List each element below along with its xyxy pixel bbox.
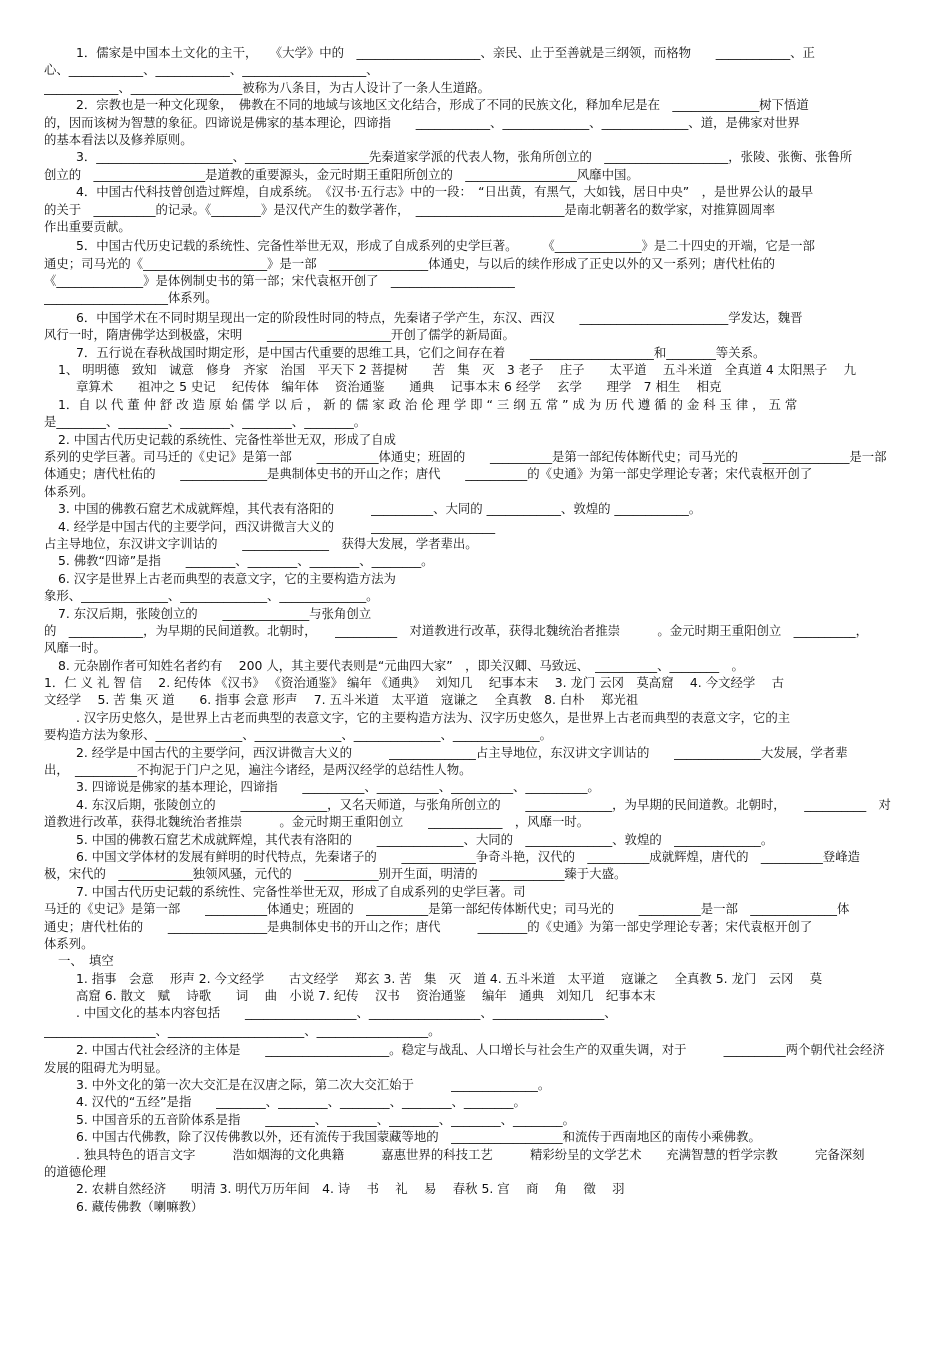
text-line: 6. 藏传佛教（喇嘛教） (76, 1198, 204, 1214)
text-line: 一、 填空 (58, 953, 114, 969)
text-line: 的 ____________，为早期的民间道教。北朝时， __________ 对道教进行改革，获得北魏统治者推崇 。金元时期王重阳创立 __________， (44, 622, 868, 638)
text-line: 道教进行改革，获得北魏统治者推崇 。金元时期王重阳创立 ____________ ，风靡一时。 (44, 814, 590, 830)
text-line: 2．宗教也是一种文化现象， 佛教在不同的地域与该地区文化结合，形成了不同的民族文化，释加牟尼是在 ______________树下悟道 (76, 97, 809, 113)
text-line: 5．中国古代历史记载的系统性、完备性举世无双，形成了自成系列的史学巨著。 《______________》是二十四史的开端，它是一部 (76, 238, 815, 254)
text-line: 象形、______________、______________、______________。 (44, 588, 379, 604)
text-line: 4. 东汉后期，张陵创立的 ______________，又名天师道，与张角所创立的 ______________，为早期的民间道教。北朝时， __________ 对 (76, 796, 891, 812)
text-line: 7. 东汉后期，张陵创立的 ______________与张角创立 (58, 605, 372, 621)
text-line: 5. 佛教“四谛”是指 ________、________、________、________。 (58, 553, 434, 569)
text-line: 文经学 5. 苦 集 灭 道 6. 指事 会意 形声 7. 五斗米道 太平道 寇谦之 全真教 8. 白朴 郑光祖 (44, 692, 639, 708)
text-line: 4. 汉代的“五经”是指 ________、________、________、________、________。 (76, 1094, 526, 1110)
text-line: 发展的阻碍尤为明显。 (44, 1059, 168, 1075)
text-line: . 汉字历史悠久，是世界上古老而典型的表意文字，它的主要构造方法为、汉字历史悠久，是世界上古老而典型的表意文字，它的主 (76, 709, 791, 725)
text-line: 风行一时，隋唐佛学达到极盛，宋明 ____________________开创了儒学的新局面。 (44, 327, 515, 343)
text-line: 4．中国古代科技曾创造过辉煌，自成系统。 《汉书·五行志》中的一段： “日出黄，有黑气，大如钱，居日中央” ，是世界公认的最早 (76, 184, 814, 200)
document-page (44, 44, 906, 1215)
text-line: 《______________》是体例制史书的第一部；宋代袁枢开创了 ____________________ (44, 273, 515, 289)
text-line: __________________、______________________、__________________。 (44, 1022, 441, 1038)
text-line: 3. 四谛说是佛家的基本理论，四谛指 __________、__________、__________、__________。 (76, 779, 600, 795)
text-line: 3. 中外文化的第一次大交汇是在汉唐之际，第二次大交汇始于 ______________。 (76, 1077, 551, 1093)
text-line: 章算术 祖冲之 5 史记 纪传体 编年体 资治通鉴 通典 记事本末 6 经学 玄学 理学 7 相生 相克 (76, 379, 722, 395)
text-line: 通史；唐代杜佑的 ________________是典制体史书的开山之作；唐代 ________的《史通》为第一部史学理论专著；宋代袁枢开创了 (44, 918, 813, 934)
text-line: 系列的史学巨著。司马迁的《史记》是第一部 __________体通史；班固的 __________是第一部纪传体断代史；司马光的 ______________是一部 (44, 448, 887, 464)
text-line: 1. 指事 会意 形声 2. 今文经学 古文经学 郑玄 3. 苦 集 灭 道 4. 五斗米道 太平道 寇谦之 全真教 5. 龙门 云冈 莫 (76, 970, 823, 986)
text-line: 作出重要贡献。 (44, 218, 131, 234)
text-line: 2. 农耕自然经济 明清 3. 明代万历年间 4. 诗 书 礼 易 春秋 5. 宫 商 角 徵 羽 (76, 1181, 625, 1197)
text-line: 马迁的《史记》是第一部 __________体通史；班固的 __________是第一部纪传体断代史；司马光的 __________是一部 ______________体 (44, 901, 850, 917)
text-line: 3. 中国的佛教石窟艺术成就辉煌，其代表有洛阳的 __________、大同的 ____________、敦煌的 ____________。 (58, 501, 702, 517)
text-line: 6. 中国古代佛教，除了汉传佛教以外，还有流传于我国蒙藏等地的 __________________和流传于西南地区的南传小乘佛教。 (76, 1129, 761, 1145)
text-line: 8. 元杂剧作者可知姓名者约有 200 人，其主要代表则是“元曲四大家” ，即关汉卿、马致远、 __________、________ 。 (58, 657, 744, 673)
text-line: ____________、__________________被称为八条目，为古人设计了一条人生道路。 (44, 79, 491, 95)
text-line: 体通史；唐代杜佑的 ______________是典制体史书的开山之作；唐代 __________的《史通》为第一部史学理论专著；宋代袁枢开创了 (44, 466, 813, 482)
text-line: 的关于 __________的记录。《________》是汉代产生的数学著作， ________________________是南北朝著名的数学家，对推算圆周率 (44, 201, 776, 217)
text-line: 1．仁 义 礼 智 信 2. 纪传体 《汉书》 《资治通鉴》 编年 《通典》 刘知几 纪事本末 3. 龙门 云冈 莫高窟 4. 今文经学 古 (44, 675, 784, 691)
text-line: 心、____________、____________、____________________、 (44, 62, 379, 78)
text-line: 创立的 __________________是道教的重要源头，金元时期王重阳所创立的 __________________风靡中国。 (44, 166, 639, 182)
text-line: 7．五行说在春秋战国时期定形，是中国古代重要的思维工具，它们之间存在着 ____________________和________等关系。 (76, 344, 766, 360)
text-line: 通史；司马光的《____________________》是一部 ________________体通史，与以后的续作形成了正史以外的又一系列；唐代杜佑的 (44, 255, 776, 271)
text-line: 的，因而该树为智慧的象征。四谛说是佛家的基本理论，四谛指 ____________、______________、______________、道，是佛家对世界 (44, 114, 800, 130)
text-line: 4. 经学是中国古代的主要学问，西汉讲微言大义的 ____________________ (58, 518, 496, 534)
text-line: 体系列。 (44, 483, 94, 499)
text-line: 1、 明明德 致知 诚意 修身 齐家 治国 平天下 2 菩提树 苦 集 灭 3 老子 庄子 太平道 五斗米道 全真道 4 太阳黑子 九 (58, 362, 857, 378)
text-line: 的基本看法以及修养原则。 (44, 131, 193, 147)
text-line: 5. 中国音乐的五音阶体系是指 ________、________、________、________、________。 (76, 1111, 575, 1127)
text-line: 3．______________________、____________________先秦道家学派的代表人物，张角所创立的 ____________________，张陵、张衡、张鲁所 (76, 149, 853, 165)
text-line: 5. 中国的佛教石窟艺术成就辉煌，其代表有洛阳的 ______________、大同的 ______________、敦煌的 ______________。 (76, 831, 774, 847)
text-line: 6．中国学术在不同时期呈现出一定的阶段性时同的特点，先秦诸子学产生，东汉、西汉 ________________________学发达，魏晋 (76, 309, 803, 325)
text-line: 极，宋代的 ____________独领风骚，元代的 ____________别开生面，明清的 ____________臻于大盛。 (44, 866, 627, 882)
text-line: 占主导地位，东汉讲文字训诂的 ______________ 获得大发展，学者辈出。 (44, 535, 478, 551)
text-line: 2. 中国古代历史记载的系统性、完备性举世无双，形成了自成 (58, 431, 396, 447)
text-line: 出， __________不拘泥于门户之见，遍注今诸经，是两汉经学的总结性人物。 (44, 762, 472, 778)
text-line: 体系列。 (44, 935, 94, 951)
text-line: 6. 汉字是世界上古老而典型的表意文字，它的主要构造方法为 (58, 570, 396, 586)
text-line: 1．自 以 代 董 仲 舒 改 造 原 始 儒 学 以 后 ， 新 的 儒 家 政 治 伦 理 学 即 “ 三 纲 五 常 ” 成 为 历 代 遵 循 的 金 科 玉 律 ， 五 常 (58, 396, 798, 412)
text-line: ____________________体系列。 (44, 290, 218, 306)
text-line: 2. 中国古代社会经济的主体是 ____________________。稳定与战乱、人口增长与社会生产的双重失调，对于 __________两个朝代社会经济 (76, 1042, 885, 1058)
text-line: 2. 经学是中国古代的主要学问，西汉讲微言大义的 ______________占主导地位，东汉讲文字训诂的 ______________大发展，学者辈 (76, 744, 848, 760)
text-line: 风靡一时。 (44, 640, 106, 656)
text-line: . 独具特色的语言文字 浩如烟海的文化典籍 嘉惠世界的科技工艺 精彩纷呈的文学艺术 充满智慧的哲学宗教 完备深刻 (76, 1146, 865, 1162)
text-line: 6. 中国文学体材的发展有鲜明的时代特点，先秦诸子的 ____________争奇斗艳，汉代的 __________成就辉煌，唐代的 __________登峰造 (76, 848, 860, 864)
text-line: 要构造方法为象形、______________、______________、______________、______________。 (44, 727, 553, 743)
text-line: 1．儒家是中国本土文化的主干， 《大学》中的 ____________________、亲民、止于至善就是三纲领，而格物 ____________、正 (76, 45, 815, 60)
text-line: 高窟 6. 散文 赋 诗歌 词 曲 小说 7. 纪传 汉书 资治通鉴 编年 通典 刘知几 纪事本末 (76, 988, 656, 1004)
text-line: 7. 中国古代历史记载的系统性、完备性举世无双，形成了自成系列的史学巨著。司 (76, 883, 526, 899)
text-line: . 中国文化的基本内容包括 __________________、__________________、__________________、 (76, 1005, 617, 1021)
text-line: 是________、________、________、________、________。 (44, 414, 367, 430)
text-line: 的道德伦理 (44, 1164, 106, 1179)
